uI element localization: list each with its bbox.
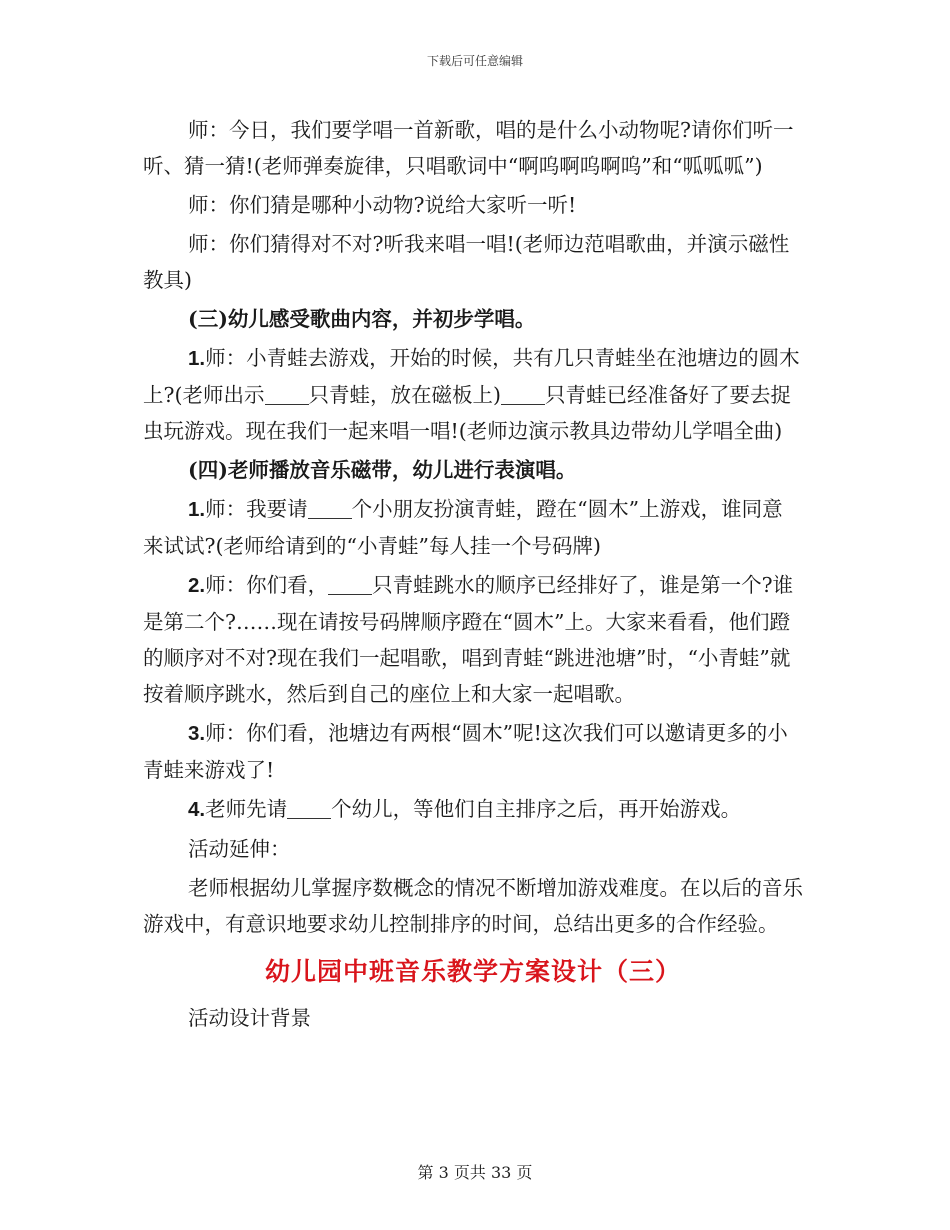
- paragraph-text: 只青蛙跳水的顺序已经排好了，谁是第一个?谁是第二个?……现在请按号码牌顺序蹬在“圆木”上。大家来看看，他们蹬的顺序对不对?现在我们一起唱歌，唱到青蛙“跳进池塘”时，“小青蛙”就按着顺序跳水，然后到自己的座位上和大家一起唱歌。: [143, 573, 794, 706]
- paragraph-text: 师：我要请: [205, 497, 308, 521]
- fill-blank: [328, 574, 372, 596]
- paragraph-text: 只青蛙，放在磁板上): [308, 383, 501, 407]
- numbered-paragraph: [143, 567, 803, 712]
- item-number: 2.: [188, 574, 206, 597]
- item-number: 4.: [188, 798, 206, 821]
- numbered-paragraph: [143, 791, 803, 828]
- paragraph: 师：你们猜得对不对?听我来唱一唱!(老师边范唱歌曲，并演示磁性教具): [143, 232, 790, 292]
- section-title: 幼儿园中班音乐教学方案设计（三）: [264, 957, 681, 986]
- section-heading: (四)老师播放音乐磁带，幼儿进行表演唱。: [188, 458, 577, 482]
- item-number: 3.: [188, 722, 206, 745]
- numbered-paragraph: [143, 491, 803, 564]
- page-header: 下载后可任意编辑: [426, 54, 523, 68]
- item-number: 1.: [188, 498, 206, 521]
- paragraph: 师：你们猜是哪种小动物?说给大家听一听!: [188, 193, 577, 217]
- section-heading: (三)幼儿感受歌曲内容，并初步学唱。: [188, 307, 536, 331]
- paragraph-text: 师：你们看，池塘边有两根“圆木”呢!这次我们可以邀请更多的小青蛙来游戏了!: [143, 721, 788, 782]
- fill-blank: [501, 384, 545, 406]
- paragraph-text: 个幼儿，等他们自主排序之后，再开始游戏。: [331, 797, 742, 821]
- paragraph-text: 老师先请: [205, 797, 288, 821]
- paragraph: 活动延伸：: [188, 837, 291, 861]
- paragraph-text: 师：小青蛙去游戏，开始的时候，共有几只青蛙坐在池塘边的圆木上?(老师出示: [143, 346, 800, 407]
- fill-blank: [265, 384, 309, 406]
- fill-blank: [287, 798, 331, 820]
- paragraph-text: 个小朋友扮演青蛙，蹬在“圆木”上游戏，谁同意来试试?(老师给请到的“小青蛙”每人挂一个号码牌): [143, 497, 783, 558]
- fill-blank: [308, 498, 352, 520]
- paragraph-text: 只青蛙已经准备好了要去捉虫玩游戏。现在我们一起来唱一唱!(老师边演示教具边带幼儿学唱全曲): [143, 383, 791, 443]
- paragraph: 老师根据幼儿掌握序数概念的情况不断增加游戏难度。在以后的音乐游戏中，有意识地要求幼儿控制排序的时间，总结出更多的合作经验。: [143, 876, 803, 936]
- item-number: 1.: [188, 347, 206, 370]
- document-body: [143, 112, 803, 1039]
- paragraph: 活动设计背景: [188, 1006, 311, 1030]
- numbered-paragraph: [143, 340, 803, 449]
- page-footer: 第 3 页共 33 页: [417, 1163, 533, 1182]
- numbered-paragraph: [143, 715, 803, 788]
- paragraph: 师：今日，我们要学唱一首新歌，唱的是什么小动物呢?请你们听一听、猜一猜!(老师弹奏旋律，只唱歌词中“啊呜啊呜啊呜”和“呱呱呱”): [143, 118, 794, 178]
- paragraph-text: 师：你们看，: [205, 573, 329, 597]
